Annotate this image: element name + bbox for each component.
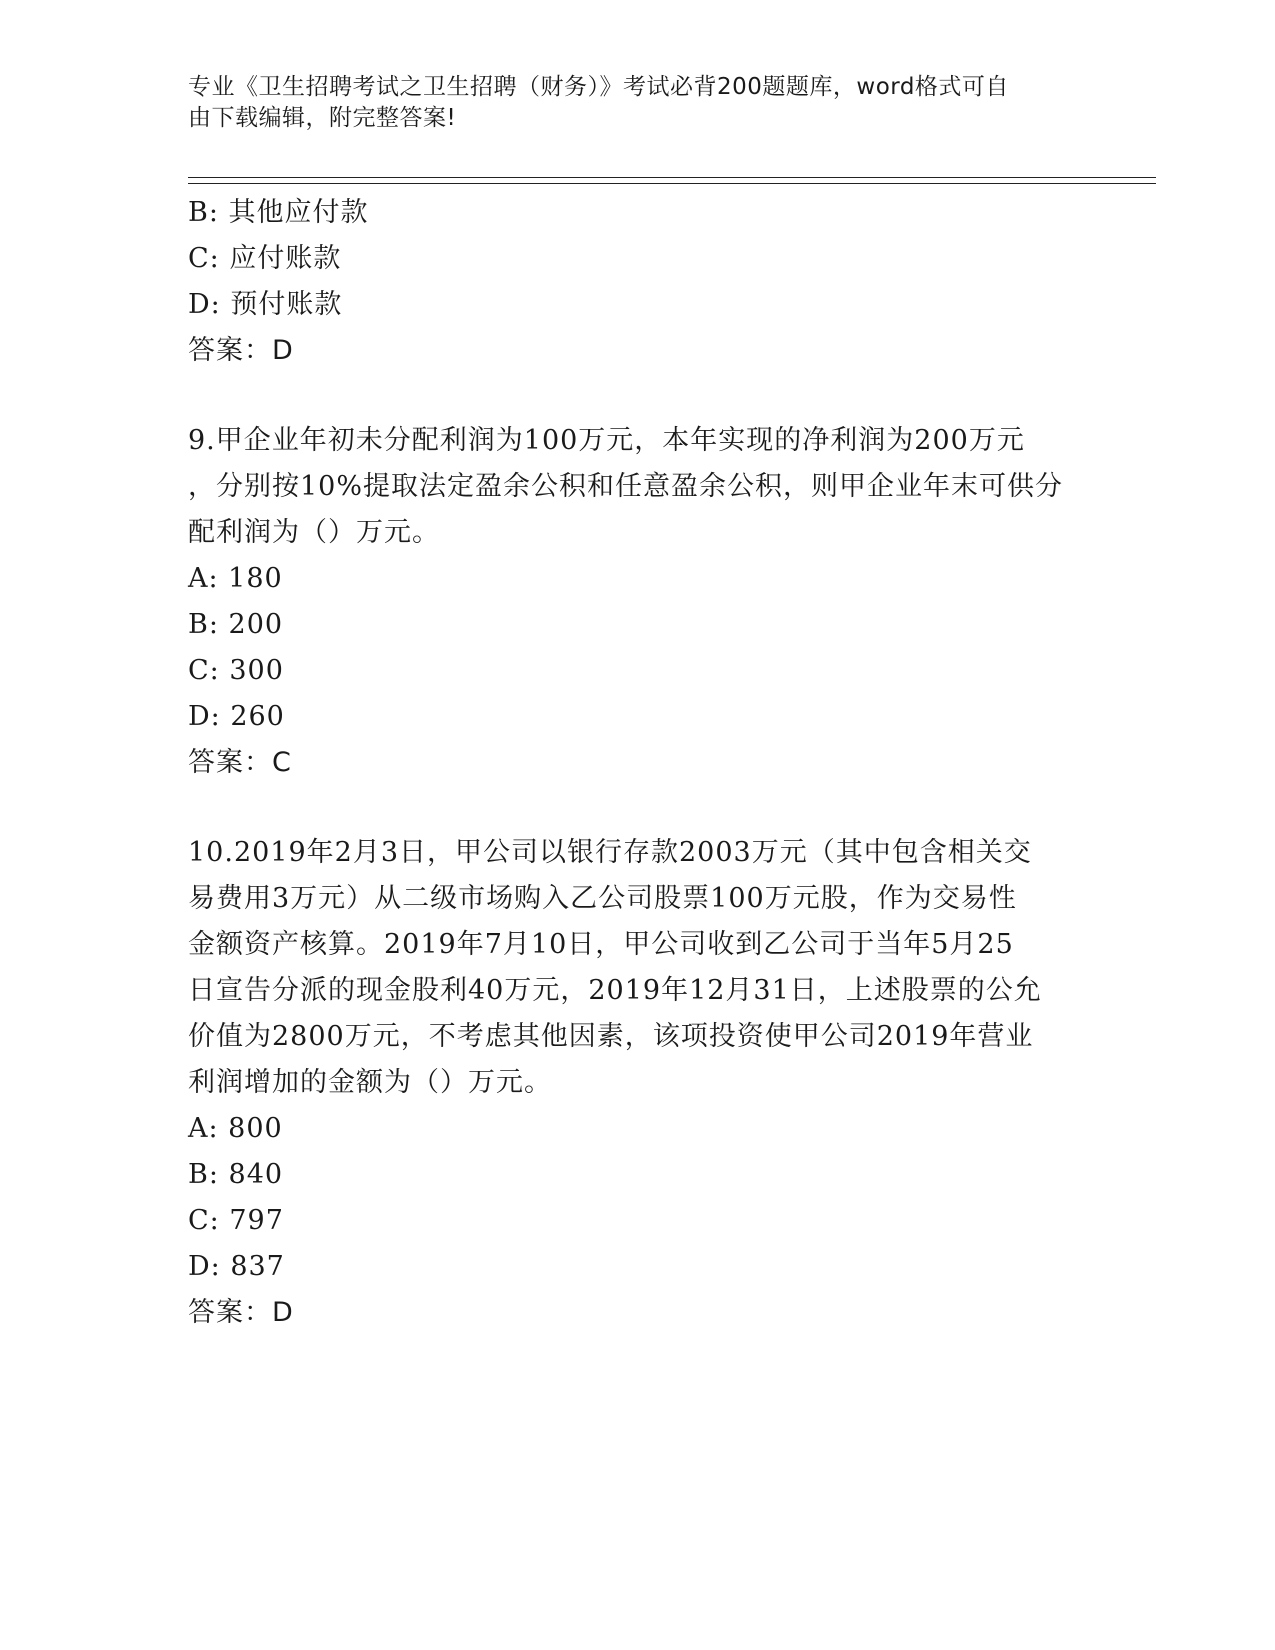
answer-line: 答案：D — [188, 1297, 294, 1328]
question-9 — [188, 418, 1088, 786]
header-divider-top — [188, 177, 1156, 178]
option-b: B: 200 — [188, 609, 284, 640]
header-divider-bottom — [188, 183, 1156, 184]
option-a: A: 180 — [188, 563, 283, 594]
question-text-line: 金额资产核算。2019年7月10日，甲公司收到乙公司于当年5月25 — [188, 929, 1014, 960]
header-line-2: 由下载编辑，附完整答案! — [188, 105, 457, 131]
spacer — [188, 786, 1088, 830]
option-d: D: 837 — [188, 1251, 285, 1282]
option-d: D: 预付账款 — [188, 289, 343, 320]
question-text-line: 易费用3万元）从二级市场购入乙公司股票100万元股，作为交易性 — [188, 883, 1017, 914]
question-8-continued — [188, 190, 1088, 374]
option-c: C: 300 — [188, 655, 284, 686]
document-content — [188, 190, 1088, 1336]
question-text-line: 利润增加的金额为（）万元。 — [188, 1067, 552, 1098]
question-text-line: 10.2019年2月3日，甲公司以银行存款2003万元（其中包含相关交 — [188, 837, 1032, 868]
question-text-line: 9.甲企业年初未分配利润为100万元，本年实现的净利润为200万元 — [188, 425, 1025, 456]
header-line-1: 专业《卫生招聘考试之卫生招聘（财务）》考试必背200题题库，word格式可自 — [188, 74, 1009, 100]
document-header — [188, 72, 1068, 134]
question-text-line: 配利润为（）万元。 — [188, 517, 440, 548]
option-c: C: 应付账款 — [188, 243, 342, 274]
question-text-line: 日宣告分派的现金股利40万元，2019年12月31日，上述股票的公允 — [188, 975, 1042, 1006]
option-a: A: 800 — [188, 1113, 283, 1144]
question-10 — [188, 830, 1088, 1336]
option-b: B: 840 — [188, 1159, 284, 1190]
option-b: B: 其他应付款 — [188, 197, 369, 228]
option-d: D: 260 — [188, 701, 285, 732]
question-text-line: 价值为2800万元，不考虑其他因素，该项投资使甲公司2019年营业 — [188, 1021, 1034, 1052]
spacer — [188, 374, 1088, 418]
answer-line: 答案：D — [188, 335, 294, 366]
answer-line: 答案：C — [188, 747, 292, 778]
option-c: C: 797 — [188, 1205, 284, 1236]
question-text-line: ，分别按10%提取法定盈余公积和任意盈余公积，则甲企业年末可供分 — [188, 471, 1064, 502]
